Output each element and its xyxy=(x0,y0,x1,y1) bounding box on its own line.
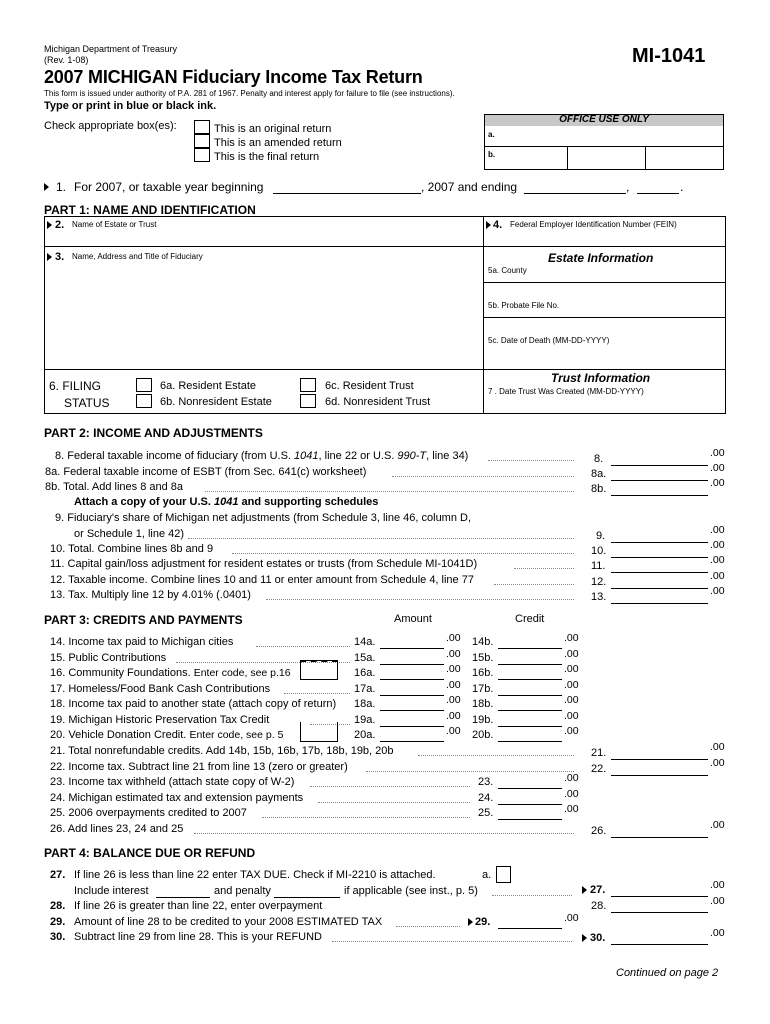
line9-label-cont: or Schedule 1, line 42) xyxy=(74,528,185,540)
line15-label: 15. Public Contributions xyxy=(50,652,167,664)
probate-label: 5b. Probate File No. xyxy=(488,301,560,310)
form-id: MI-1041 xyxy=(632,45,706,67)
line27-label: If line 26 is less than line 22 enter TAX DUE. Check if MI-2210 is attached. xyxy=(74,869,436,881)
line1-period: . xyxy=(680,180,684,194)
line20a-amount[interactable] xyxy=(380,728,444,742)
fiduciary-name-address-input[interactable] xyxy=(72,264,476,366)
cents: .00 xyxy=(710,819,725,831)
cents: .00 xyxy=(564,725,579,737)
arrow-icon xyxy=(47,253,52,261)
line24-amount[interactable] xyxy=(498,791,562,805)
line8a-amount[interactable] xyxy=(611,467,708,481)
line18-label: 18. Income tax paid to another state (attach copy of return) xyxy=(50,698,337,710)
office-use-divider xyxy=(484,146,724,147)
cents: .00 xyxy=(446,648,461,660)
row-num: 25. xyxy=(478,807,494,819)
arrow-icon xyxy=(582,886,587,894)
part1-title: PART 1: NAME AND IDENTIFICATION xyxy=(44,203,256,217)
line4-num: 4. xyxy=(493,219,503,231)
row-num: 18a. xyxy=(354,698,376,710)
leader-dots xyxy=(205,491,574,492)
row-num: 12. xyxy=(591,576,607,588)
office-use-header: OFFICE USE ONLY xyxy=(484,114,724,126)
continued-note: Continued on page 2 xyxy=(616,967,719,979)
line21-label: 21. Total nonrefundable credits. Add 14b, 15b, 16b, 17b, 18b, 19b, 20b xyxy=(50,745,394,757)
cents: .00 xyxy=(564,632,579,644)
office-use-box xyxy=(484,114,724,170)
part3-title: PART 3: CREDITS AND PAYMENTS xyxy=(44,613,243,627)
leader-dots xyxy=(492,895,572,896)
cents: .00 xyxy=(564,648,579,660)
interest-input[interactable] xyxy=(156,884,210,898)
line29-num: 29. xyxy=(50,916,66,928)
trust-date-input[interactable] xyxy=(488,398,720,410)
line13-label: 13. Tax. Multiply line 12 by 4.01% (.0401) xyxy=(50,589,251,601)
cents: .00 xyxy=(446,710,461,722)
line10-label: 10. Total. Combine lines 8b and 9 xyxy=(50,543,214,555)
resident-trust-checkbox[interactable] xyxy=(300,378,316,392)
cents: .00 xyxy=(564,772,579,784)
line1-comma: , xyxy=(626,180,630,194)
fein-input[interactable] xyxy=(510,230,720,244)
line28-num: 28. xyxy=(50,900,66,912)
line24-label: 24. Michigan estimated tax and extension payments xyxy=(50,792,304,804)
leader-dots xyxy=(494,584,574,585)
line16-label: 16. Community Foundations. Enter code, see p.16 xyxy=(50,667,291,679)
cents: .00 xyxy=(710,462,725,474)
tax-year-begin-input[interactable] xyxy=(273,180,421,194)
ink-instruction: Type or print in blue or black ink. xyxy=(44,100,217,112)
line11-amount[interactable] xyxy=(611,559,708,573)
cents: .00 xyxy=(710,539,725,551)
row-num: 10. xyxy=(591,545,607,557)
row-num: 8. xyxy=(594,453,604,465)
line27a-label: a. xyxy=(482,869,492,881)
cents: .00 xyxy=(710,524,725,536)
line28-amount[interactable] xyxy=(611,899,708,913)
cents: .00 xyxy=(710,554,725,566)
authority-note: This form is issued under authority of P.A. 281 of 1967. Penalty and interest apply for failure to file (see instructions). xyxy=(44,89,455,98)
filing-status-label-2: STATUS xyxy=(64,396,110,410)
row-num: 13. xyxy=(591,591,607,603)
row-num: 21. xyxy=(591,747,607,759)
check-boxes-label: Check appropriate box(es): xyxy=(44,120,177,132)
row-num: 27. xyxy=(590,884,606,896)
leader-dots xyxy=(262,817,470,818)
cents: .00 xyxy=(710,895,725,907)
line9-label: 9. Fiduciary's share of Michigan net adjustments (from Schedule 3, line 46, column D, xyxy=(55,512,472,524)
cents: .00 xyxy=(710,757,725,769)
leader-dots xyxy=(392,476,574,477)
county-label: 5a. County xyxy=(488,266,527,275)
line17a-amount[interactable] xyxy=(380,682,444,696)
leader-dots xyxy=(488,460,574,461)
cents: .00 xyxy=(710,570,725,582)
leader-dots xyxy=(366,771,574,772)
arrow-icon xyxy=(468,918,473,926)
line14a-amount[interactable] xyxy=(380,635,444,649)
final-return-label: This is the final return xyxy=(214,151,320,163)
arrow-icon xyxy=(47,221,52,229)
line26-label: 26. Add lines 23, 24 and 25 xyxy=(50,823,184,835)
line8-amount[interactable] xyxy=(611,452,708,466)
line21-amount[interactable] xyxy=(611,746,708,760)
line8-label: 8. Federal taxable income of fiduciary (from U.S. 1041, line 22 or U.S. 990-T, line 34) xyxy=(55,450,469,462)
line26-amount[interactable] xyxy=(611,824,708,838)
nonresident-trust-label: 6d. Nonresident Trust xyxy=(325,396,431,408)
leader-dots xyxy=(318,802,470,803)
line8a-label: 8a. Federal taxable income of ESBT (from Sec. 641(c) worksheet) xyxy=(45,466,367,478)
row-num: 17a. xyxy=(354,683,376,695)
cents: .00 xyxy=(564,803,579,815)
line27b-include: Include interest xyxy=(74,885,149,897)
arrow-icon xyxy=(486,221,491,229)
amended-return-label: This is an amended return xyxy=(214,137,342,149)
line19-label: 19. Michigan Historic Preservation Tax Credit xyxy=(50,714,270,726)
line15b-credit[interactable] xyxy=(498,651,562,665)
line12-amount[interactable] xyxy=(611,575,708,589)
leader-dots xyxy=(514,568,574,569)
part1-divider-2 xyxy=(44,369,726,370)
line11-label: 11. Capital gain/loss adjustment for resident estates or trusts (from Schedule MI-1041D) xyxy=(50,558,478,570)
cents: .00 xyxy=(446,663,461,675)
resident-estate-label: 6a. Resident Estate xyxy=(160,380,257,392)
line17-label: 17. Homeless/Food Bank Cash Contributions xyxy=(50,683,271,695)
attach-note: Attach a copy of your U.S. 1041 and supporting schedules xyxy=(74,496,379,508)
line3-num: 3. xyxy=(55,251,65,263)
row-num: 19b. xyxy=(472,714,494,726)
office-use-b: b. xyxy=(488,150,496,159)
line22-amount[interactable] xyxy=(611,762,708,776)
part4-title: PART 4: BALANCE DUE OR REFUND xyxy=(44,846,256,860)
row-num: 16a. xyxy=(354,667,376,679)
line10-amount[interactable] xyxy=(611,544,708,558)
line1-num: 1. xyxy=(56,180,67,194)
cents: .00 xyxy=(710,927,725,939)
revision: (Rev. 1-08) xyxy=(44,55,89,65)
cents: .00 xyxy=(564,694,579,706)
row-num: 22. xyxy=(591,763,607,775)
nonresident-trust-checkbox[interactable] xyxy=(300,394,316,408)
cents: .00 xyxy=(710,585,725,597)
cents: .00 xyxy=(710,741,725,753)
row-num: 11. xyxy=(591,560,606,572)
line20-code-box[interactable] xyxy=(300,722,338,742)
line27b-applicable: if applicable (see inst., p. 5) xyxy=(344,885,478,897)
resident-estate-checkbox[interactable] xyxy=(136,378,152,392)
trust-info-title: Trust Information xyxy=(551,371,651,385)
cents: .00 xyxy=(564,788,579,800)
line28-label: If line 26 is greater than line 22, enter overpayment xyxy=(74,900,323,912)
row-num: 30. xyxy=(590,932,606,944)
leader-dots xyxy=(332,941,572,942)
line23-amount[interactable] xyxy=(498,775,562,789)
line9-amount[interactable] xyxy=(611,529,708,543)
cents: .00 xyxy=(564,663,579,675)
line29-label: Amount of line 28 to be credited to your 2008 ESTIMATED TAX xyxy=(74,916,383,928)
amount-header: Amount xyxy=(394,613,432,625)
original-return-checkbox[interactable] xyxy=(194,120,210,134)
estate-trust-name-input[interactable] xyxy=(72,230,472,244)
final-return-checkbox[interactable] xyxy=(194,148,210,162)
leader-dots xyxy=(194,833,574,834)
line22-label: 22. Income tax. Subtract line 21 from line 13 (zero or greater) xyxy=(50,761,348,773)
line4-label: Federal Employer Identification Number (FEIN) xyxy=(510,220,677,229)
line14-label: 14. Income tax paid to Michigan cities xyxy=(50,636,234,648)
row-num: 17b. xyxy=(472,683,494,695)
estate-info-title: Estate Information xyxy=(548,251,654,265)
cents: .00 xyxy=(446,725,461,737)
line27b-penalty: and penalty xyxy=(214,885,271,897)
row-num: 15a. xyxy=(354,652,376,664)
row-num: 15b. xyxy=(472,652,494,664)
leader-dots xyxy=(396,926,460,927)
line8b-label: 8b. Total. Add lines 8 and 8a xyxy=(45,481,184,493)
row-num: 14b. xyxy=(472,636,494,648)
line25-label: 25. 2006 overpayments credited to 2007 xyxy=(50,807,247,819)
county-input[interactable] xyxy=(488,276,720,288)
cents: .00 xyxy=(446,694,461,706)
line27-num: 27. xyxy=(50,869,66,881)
line15a-amount[interactable] xyxy=(380,651,444,665)
line20b-credit[interactable] xyxy=(498,728,562,742)
line19b-credit[interactable] xyxy=(498,713,562,727)
row-num: 20b. xyxy=(472,729,494,741)
cents: .00 xyxy=(710,447,725,459)
line2-label: Name of Estate or Trust xyxy=(72,220,157,229)
department-name: Michigan Department of Treasury xyxy=(44,44,178,54)
leader-dots xyxy=(284,693,350,694)
trust-date-label: 7 . Date Trust Was Created (MM-DD-YYYY) xyxy=(488,387,644,396)
penalty-input[interactable] xyxy=(274,884,340,898)
part2-title: PART 2: INCOME AND ADJUSTMENTS xyxy=(44,426,263,440)
line30-amount[interactable] xyxy=(611,931,708,945)
line14b-credit[interactable] xyxy=(498,635,562,649)
nonresident-estate-checkbox[interactable] xyxy=(136,394,152,408)
probate-file-input[interactable] xyxy=(488,311,720,323)
line17b-credit[interactable] xyxy=(498,682,562,696)
line30-label: Subtract line 29 from line 28. This is your REFUND xyxy=(74,931,322,943)
leader-dots xyxy=(188,538,574,539)
line1-mid: , 2007 and ending xyxy=(421,180,518,194)
cents: .00 xyxy=(564,912,579,924)
row-num: 8a. xyxy=(591,468,607,480)
leader-dots xyxy=(266,599,574,600)
part1-divider-1 xyxy=(44,246,726,247)
leader-dots xyxy=(418,755,574,756)
line12-label: 12. Taxable income. Combine lines 10 and 11 or enter amount from Schedule 4, line 77 xyxy=(50,574,474,586)
cents: .00 xyxy=(446,632,461,644)
line23-label: 23. Income tax withheld (attach state copy of W-2) xyxy=(50,776,295,788)
line16a-amount[interactable] xyxy=(380,666,444,680)
row-num: 8b. xyxy=(591,483,607,495)
amended-return-checkbox[interactable] xyxy=(194,134,210,148)
line8b-amount[interactable] xyxy=(611,482,708,496)
tax-year-end-year-input[interactable] xyxy=(637,180,679,194)
row-num: 20a. xyxy=(354,729,376,741)
part1-vline xyxy=(483,216,484,414)
row-num: 19a. xyxy=(354,714,376,726)
line1-label: For 2007, or taxable year beginning xyxy=(74,180,264,194)
row-num: 16b. xyxy=(472,667,494,679)
row-num: 24. xyxy=(478,792,494,804)
original-return-label: This is an original return xyxy=(214,123,332,135)
row-num: 14a. xyxy=(354,636,376,648)
cents: .00 xyxy=(564,710,579,722)
credit-header: Credit xyxy=(515,613,545,625)
row-num: 29. xyxy=(475,916,491,928)
line3-label: Name, Address and Title of Fiduciary xyxy=(72,252,203,261)
arrow-icon xyxy=(44,183,49,191)
tax-year-end-input[interactable] xyxy=(524,180,626,194)
code-box-edge xyxy=(300,660,338,662)
line18a-amount[interactable] xyxy=(380,697,444,711)
nonresident-estate-label: 6b. Nonresident Estate xyxy=(160,396,272,408)
arrow-icon xyxy=(582,934,587,942)
row-num: 28. xyxy=(591,900,607,912)
line27-amount[interactable] xyxy=(611,883,708,897)
office-use-vline-2 xyxy=(645,146,646,170)
mi2210-checkbox[interactable] xyxy=(496,866,511,883)
line19a-amount[interactable] xyxy=(380,713,444,727)
line13-amount[interactable] xyxy=(611,590,708,604)
row-num: 26. xyxy=(591,825,607,837)
row-num: 23. xyxy=(478,776,494,788)
cents: .00 xyxy=(446,679,461,691)
office-use-a: a. xyxy=(488,130,495,139)
cents: .00 xyxy=(710,879,725,891)
line29-amount[interactable] xyxy=(498,915,562,929)
leader-dots xyxy=(310,786,470,787)
cents: .00 xyxy=(564,679,579,691)
resident-trust-label: 6c. Resident Trust xyxy=(325,380,414,392)
death-date-input[interactable] xyxy=(488,348,720,360)
line2-num: 2. xyxy=(55,219,65,231)
line18b-credit[interactable] xyxy=(498,697,562,711)
line16-code-box[interactable] xyxy=(300,660,338,680)
line20-label: 20. Vehicle Donation Credit. Enter code, see p. 5 xyxy=(50,729,284,741)
form-title: 2007 MICHIGAN Fiduciary Income Tax Return xyxy=(44,67,423,87)
row-num: 9. xyxy=(596,530,606,542)
row-num: 18b. xyxy=(472,698,494,710)
death-date-label: 5c. Date of Death (MM-DD-YYYY) xyxy=(488,336,610,345)
leader-dots xyxy=(232,553,574,554)
line30-num: 30. xyxy=(50,931,66,943)
filing-status-label-1: 6. FILING xyxy=(49,379,102,393)
cents: .00 xyxy=(710,477,725,489)
line16b-credit[interactable] xyxy=(498,666,562,680)
line25-amount[interactable] xyxy=(498,806,562,820)
office-use-vline-1 xyxy=(567,146,568,170)
leader-dots xyxy=(256,646,350,647)
